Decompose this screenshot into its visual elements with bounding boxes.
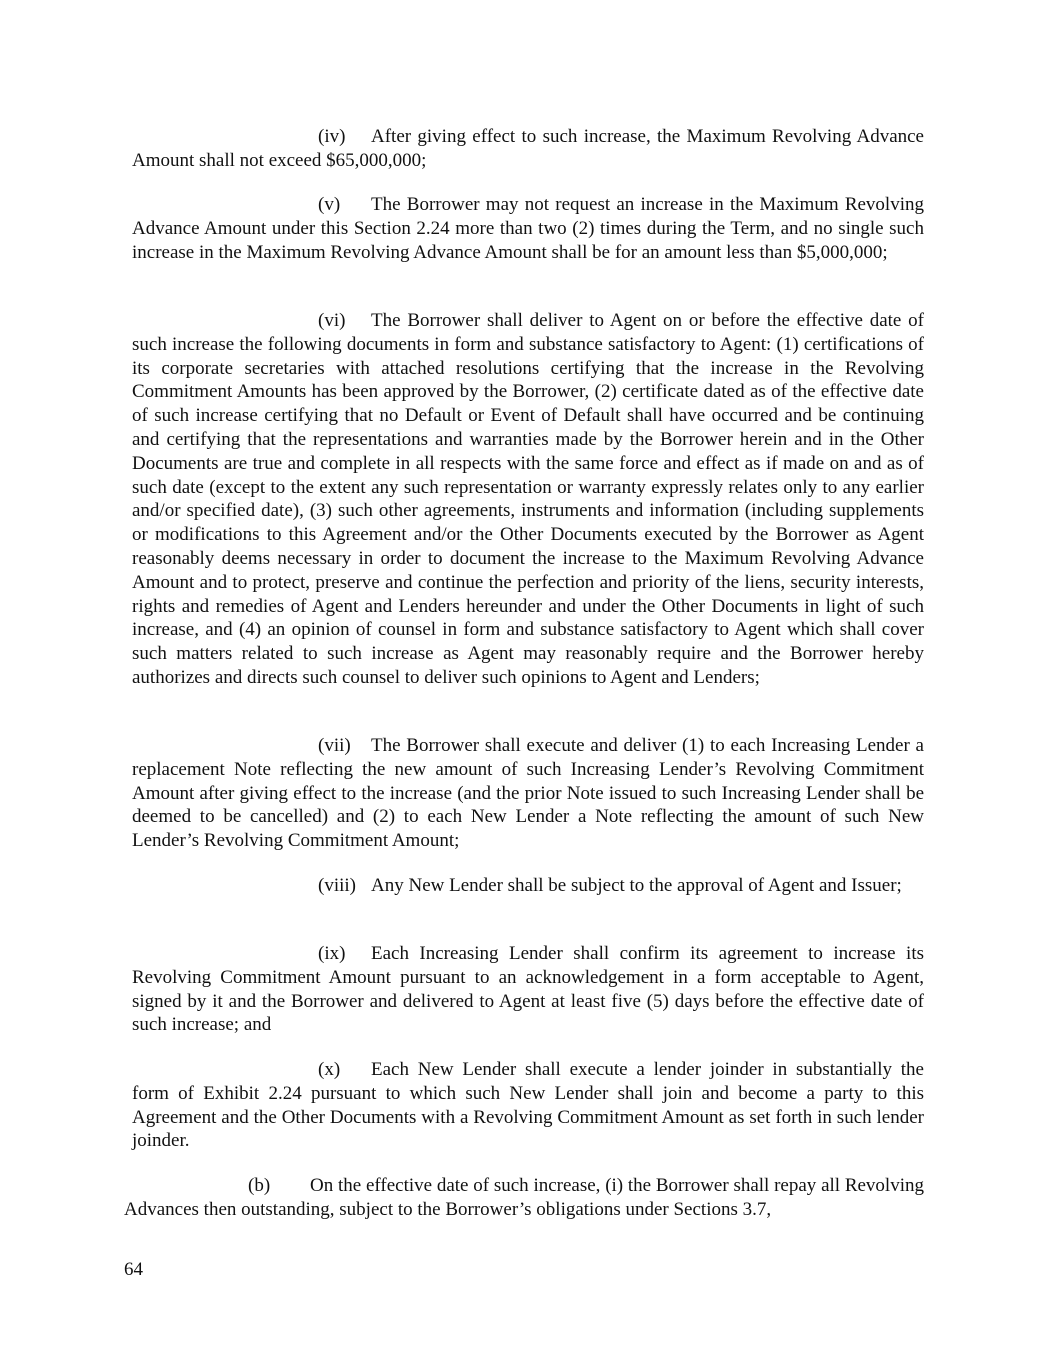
page-number: 64 — [124, 1259, 143, 1280]
paragraph-number: (b) — [248, 1175, 271, 1196]
paragraph-v — [132, 193, 924, 264]
paragraph-text: Each New Lender shall execute a lender joinder in substantially the form of Exhibit 2.24 pursuant to which such New Lender shall join and become a party to this Agreement and the Other Documents with a Revolving Commitment Amount as set forth in such lender joinder. — [132, 1059, 924, 1152]
paragraph-iv — [132, 125, 924, 173]
paragraph-number: (iv) — [318, 126, 346, 147]
paragraph-text: The Borrower shall execute and deliver (1) to each Increasing Lender a replacement Note reflecting the new amount of such Increasing Lender’s Revolving Commitment Amount after giving effect to the increase (and the prior Note issued to such Increasing Lender shall be deemed to be cancelled) and (2) to each New Lender a Note reflecting the amount of such New Lender’s Revolving Commitment Amount; — [132, 735, 924, 852]
paragraph-vii — [132, 734, 924, 853]
paragraph-number: (vi) — [318, 310, 346, 331]
paragraph-text: After giving effect to such increase, the Maximum Revolving Advance Amount shall not exceed $65,000,000; — [132, 126, 924, 171]
paragraph-text: Any New Lender shall be subject to the approval of Agent and Issuer; — [371, 875, 902, 896]
paragraph-text: On the effective date of such increase, (i) the Borrower shall repay all Revolving Advances then outstanding, subject to the Borrower’s obligations under Sections 3.7, — [124, 1175, 924, 1220]
paragraph-number: (viii) — [318, 875, 356, 896]
paragraph-vi — [132, 309, 924, 690]
paragraph-text: The Borrower may not request an increase in the Maximum Revolving Advance Amount under this Section 2.24 more than two (2) times during the Term, and no single such increase in the Maximum Revolving Advance Amount shall be for an amount less than $5,000,000; — [132, 194, 924, 263]
paragraph-text: Each Increasing Lender shall confirm its agreement to increase its Revolving Commitment Amount pursuant to an acknowledgement in a form acceptable to Agent, signed by it and the Borrower and delivered to Agent at least five (5) days before the effective date of such increase; and — [132, 943, 924, 1036]
paragraph-viii — [132, 874, 924, 898]
paragraph-ix — [132, 942, 924, 1037]
paragraph-x — [132, 1058, 924, 1153]
paragraph-text: The Borrower shall deliver to Agent on or before the effective date of such increase the following documents in form and substance satisfactory to Agent: (1) certifications of its corporate secretaries with attached resolutions certifying that the increase in the Revolving Commitment Amounts has been approved by the Borrower, (2) certificate dated as of the effective date of such increase certifying that no Default or Event of Default shall have occurred and be continuing and certifying that the representations and warranties made by the Borrower herein and in the Other Documents are true and complete in all respects with the same force and effect as if made on and as of such date (except to the extent any such representation or warranty expressly relates only to any earlier and/or specified date), (3) such other agreements, instruments and information (including supplements or modifications to this Agreement and/or the Other Documents executed by the Borrower as Agent reasonably deems necessary in order to document the increase to the Maximum Revolving Advance Amount and to protect, preserve and continue the perfection and priority of the liens, security interests, rights and remedies of Agent and Lenders hereunder and under the Other Documents in light of such increase, and (4) an opinion of counsel in form and substance satisfactory to Agent which shall cover such matters related to such increase as Agent may reasonably require and the Borrower hereby authorizes and directs such counsel to deliver such opinions to Agent and Lenders; — [132, 310, 924, 688]
paragraph-number: (x) — [318, 1059, 341, 1080]
paragraph-b — [124, 1174, 924, 1222]
paragraph-number: (v) — [318, 194, 341, 215]
paragraph-number: (vii) — [318, 735, 351, 756]
paragraph-number: (ix) — [318, 943, 346, 964]
